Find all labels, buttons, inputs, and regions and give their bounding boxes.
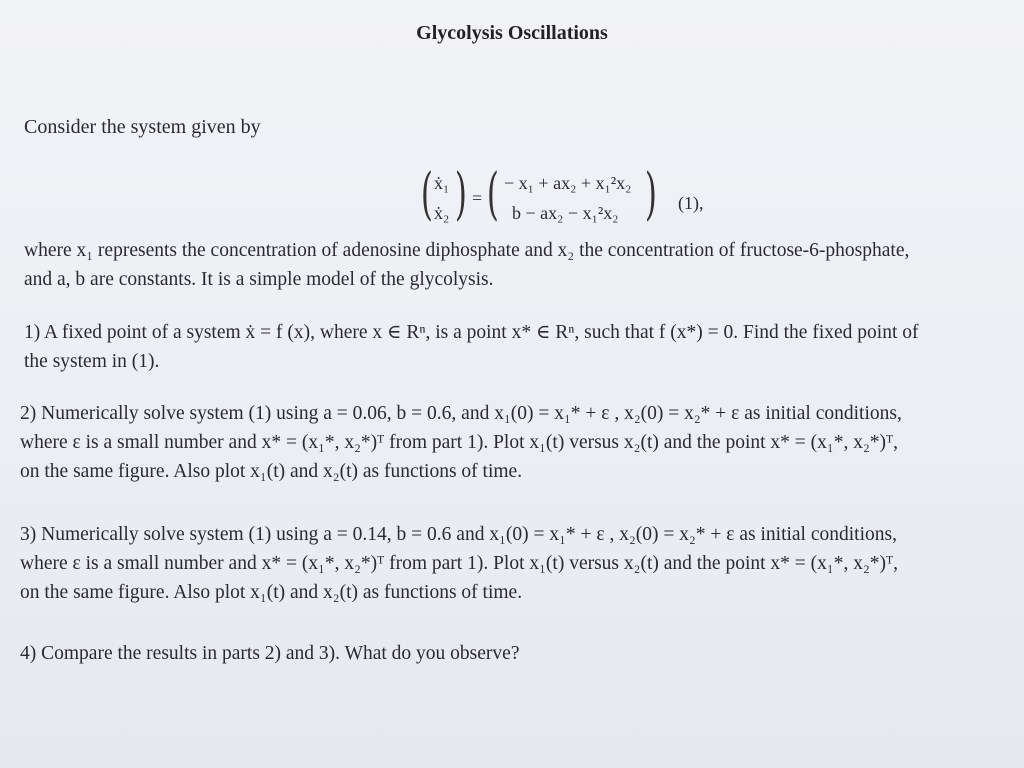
part-4 [20,639,519,668]
part-2-line-2: where ε is a small number and x* = (x₁*, x₂*)ᵀ from part 1). Plot x₁(t) versus x₂(t) and the point x* = (x₁*, x₂*)ᵀ, [20,432,898,453]
right-paren-rhs: ) [644,162,657,227]
left-paren-lhs: ( [420,162,433,227]
part-3-line-3: on the same figure. Also plot x₁(t) and x₂(t) as functions of time. [20,582,523,603]
part-2 [20,399,902,486]
part-3-line-2: where ε is a small number and x* = (x₁*, x₂*)ᵀ from part 1). Plot x₁(t) versus x₂(t) and the point x* = (x₁*, x₂*)ᵀ, [20,553,898,574]
rhs-top: − x₁ + ax₂ + x₁²x₂ [504,173,632,193]
equation-label: (1), [678,193,704,213]
where-line-1: where x₁ represents the concentration of adenosine diphosphate and x₂ the concentration of fructose-6-phosphate, [24,240,910,261]
where-paragraph [24,236,909,294]
system-equation [420,163,750,233]
part-3-line-1: 3) Numerically solve system (1) using a = 0.14, b = 0.6 and x₁(0) = x₁* + ε , x₂(0) = x₂* + ε as initial conditions, [20,524,897,545]
part-1 [24,318,919,376]
part-2-line-1: 2) Numerically solve system (1) using a = 0.06, b = 0.6, and x₁(0) = x₁* + ε , x₂(0) = x₂* + ε as initial conditions, [20,403,902,424]
lhs-bottom: ẋ₂ [434,203,450,223]
right-paren-lhs: ) [454,162,467,227]
where-line-2: and a, b are constants. It is a simple model of the glycolysis. [24,269,494,290]
part-1-line-2: the system in (1). [24,351,160,372]
page-title: Glycolysis Oscillations [416,22,608,44]
part-3 [20,520,898,607]
part-2-line-3: on the same figure. Also plot x₁(t) and x₂(t) as functions of time. [20,461,523,482]
part-1-line-1: 1) A fixed point of a system ẋ = f (x), where x ∈ Rⁿ, is a point x* ∈ Rⁿ, such that f (x*) = 0. Find the fixed point of [24,322,919,343]
part-4-line-1: 4) Compare the results in parts 2) and 3). What do you observe? [20,643,520,664]
left-paren-rhs: ( [486,162,499,227]
rhs-bottom: b − ax₂ − x₁²x₂ [512,203,619,223]
lhs-top: ẋ₁ [434,173,450,193]
intro-text: Consider the system given by [24,116,261,138]
equals-sign: = [472,188,483,208]
